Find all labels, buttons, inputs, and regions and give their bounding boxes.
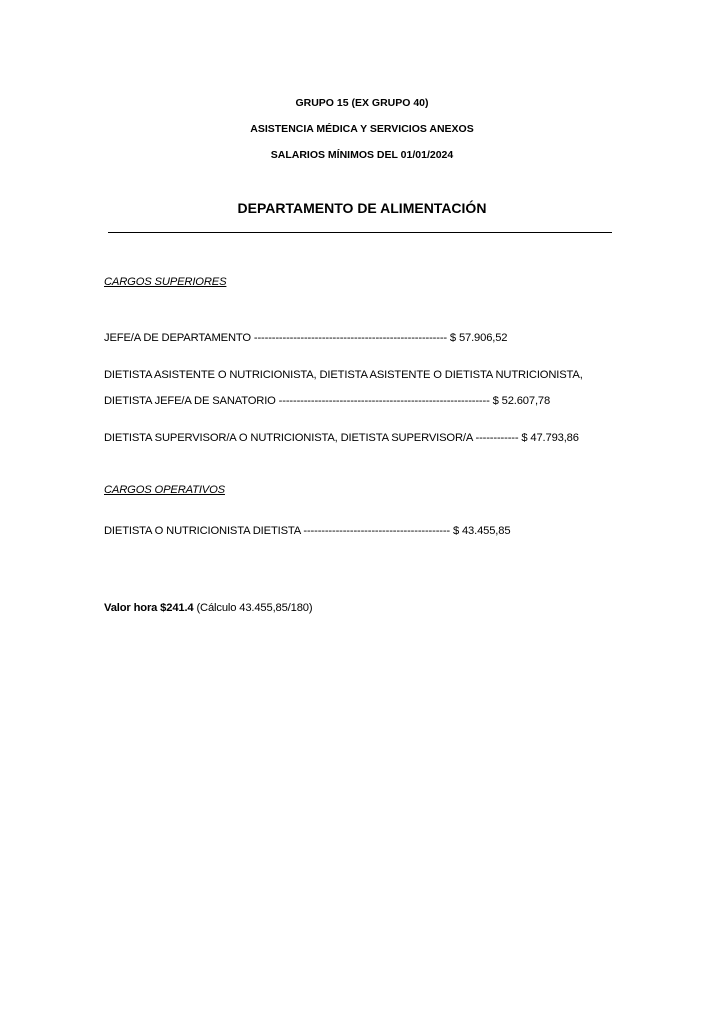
salary-line-jefe: JEFE/A DE DEPARTAMENTO ------------------------------------------------------ $ 57.906,52: [104, 332, 508, 344]
section-title-operativos: CARGOS OPERATIVOS: [104, 484, 225, 496]
hourly-label: Valor hora $241.4: [104, 602, 194, 614]
salary-line-asistente-1: DIETISTA ASISTENTE O NUTRICIONISTA, DIETISTA ASISTENTE O DIETISTA NUTRICIONISTA,: [104, 369, 583, 381]
salary-line-asistente-2: DIETISTA JEFE/A DE SANATORIO ----------------------------------------------------------- $ 52.607,78: [104, 395, 551, 407]
salary-line-dietista: DIETISTA O NUTRICIONISTA DIETISTA ----------------------------------------- $ 43.455,85: [104, 525, 511, 537]
header-title: ASISTENCIA MÉDICA Y SERVICIOS ANEXOS: [250, 123, 474, 135]
hourly-calc: (Cálculo 43.455,85/180): [193, 602, 313, 614]
section-title-superiores: CARGOS SUPERIORES: [104, 276, 227, 288]
title-divider: [108, 232, 612, 233]
hourly-value: [104, 602, 312, 614]
department-title: DEPARTAMENTO DE ALIMENTACIÓN: [237, 200, 487, 216]
header-date: SALARIOS MÍNIMOS DEL 01/01/2024: [270, 149, 454, 161]
header-group: GRUPO 15 (EX GRUPO 40): [295, 97, 429, 109]
salary-line-supervisor: DIETISTA SUPERVISOR/A O NUTRICIONISTA, DIETISTA SUPERVISOR/A ------------ $ 47.793,86: [104, 432, 579, 444]
